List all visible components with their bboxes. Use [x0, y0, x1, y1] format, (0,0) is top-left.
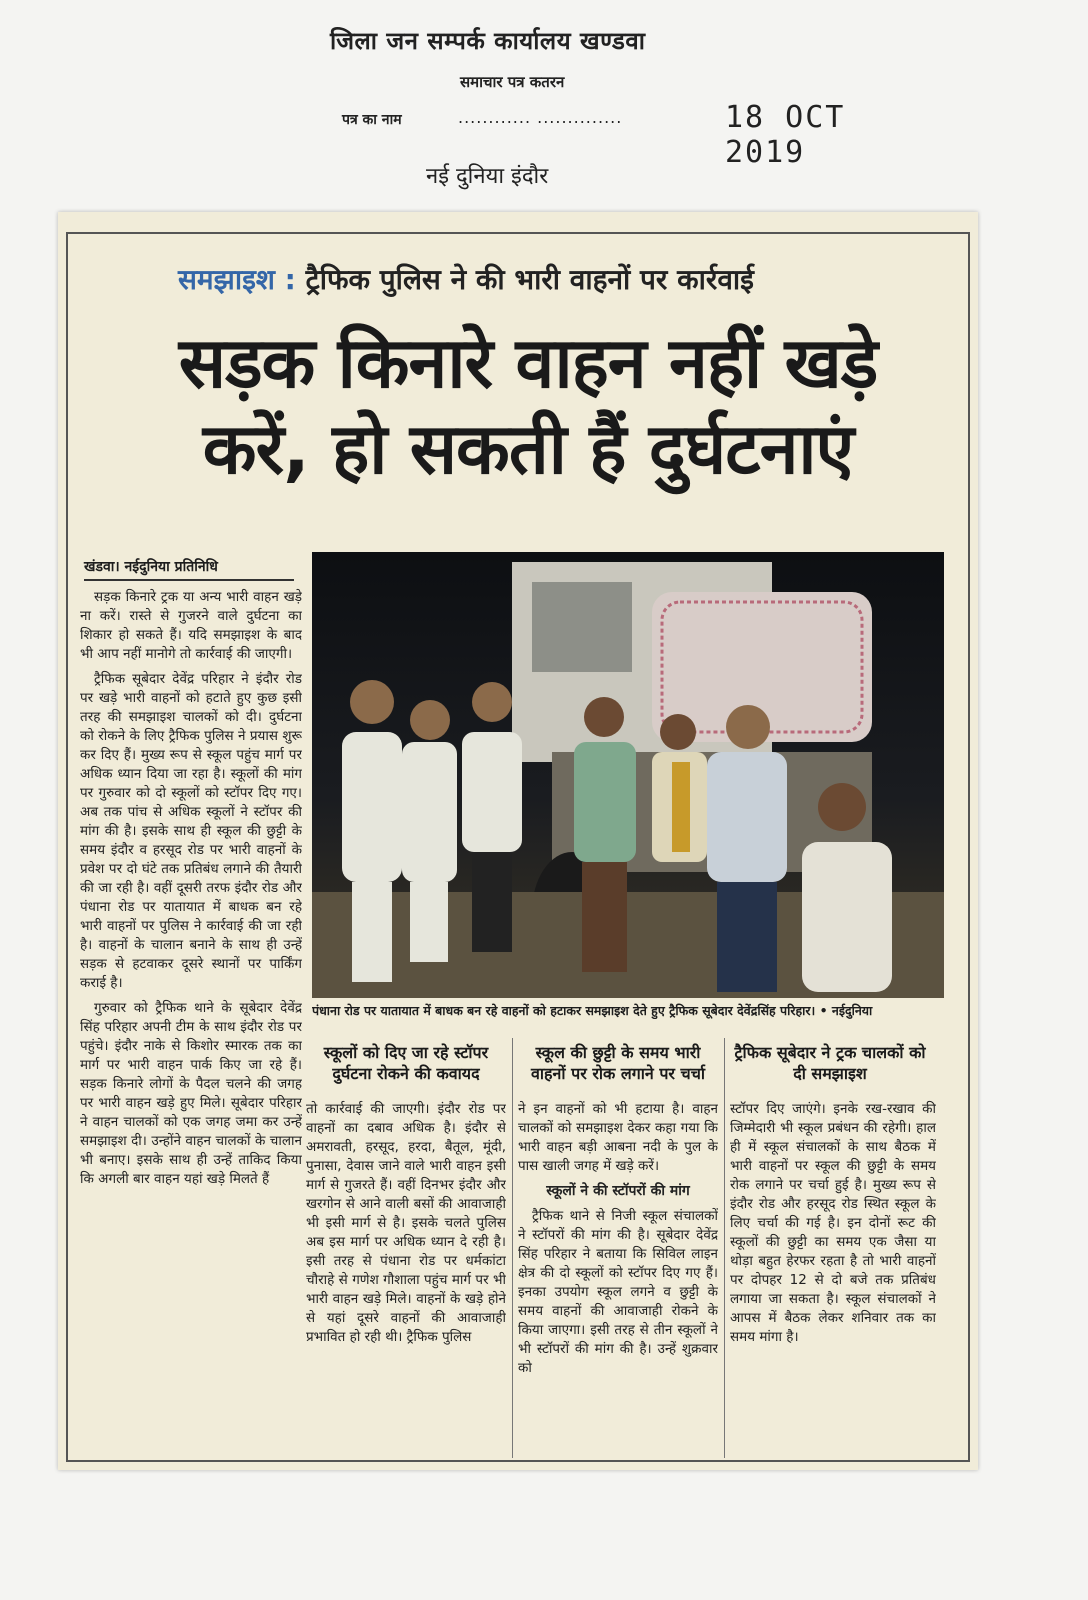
paragraph: ट्रैफिक सूबेदार देवेंद्र परिहार ने इंदौर रोड पर खड़े भारी वाहनों को हटाते हुए कुछ इसी तरह की समझाइश चालकों को दी। दुर्घटना को रोकने के लिए ट्रैफिक पुलिस ने प्रयास शुरू कर दिए हैं। मुख्य रूप से स्कूल पहुंच मार्ग पर अधिक ध्यान दिया जा रहा है। स्कूलों की मांग पर गुरुवार को दो स्कूलों को स्टॉपर दिए गए। अब तक पांच से अधिक स्कूलों ने स्टॉपर की मांग की है। इसके साथ ही स्कूल की छुट्टी के समय इंदौर व हरसूद रोड पर भारी वाहनों के प्रवेश पर दो घंटे तक प्रतिबंध लगाने की तैयारी की जा रही है। वहीं दूसरी तरफ इंदौर रोड और पंधाना रोड पर यातायात में बाधक बन रहे भारी वाहनों पर पुलिस ने कार्रवाई की जा रही है। वाहनों के चालान बनाने के साथ ही उन्हें सड़क से हटवाकर दूसरे स्थानों पर पार्किंग कराई है। [80, 671, 302, 991]
headline [118, 320, 938, 492]
paragraph: स्टॉपर दिए जाएंगे। इनके रख-रखाव की जिम्मेदारी भी स्कूल प्रबंधन की रहेगी। हाल ही में स्कूल संचालकों के साथ बैठक में भारी वाहनों पर स्कूल की छुट्टी के समय रोक लगाने पर चर्चा हुई है। मुख्य रूप से इंदौर रोड और हरसूद रोड स्थित स्कूल के लिए चर्चा की गई है। इन दोनों रूट की स्कूलों की छुट्टी का समय एक जैसा या थोड़ा बहुत हेरफर रहता है तो भारी वाहनों पर दोपहर 12 से दो बजे तक प्रतिबंध लगाया जा सकता है। स्कूल संचालकों ने आपस में बैठक लेकर शनिवार तक का समय मांगा है। [730, 1101, 936, 1345]
paragraph: ट्रैफिक थाने से निजी स्कूल संचालकों ने स्टॉपरों की मांग की है। सूबेदार देवेंद्र सिंह परिहार ने बताया कि सिविल लाइन क्षेत्र की दो स्कूलों को स्टॉपर दिए गए हैं। इनका उपयोग स्कूल लगने व छुट्टी के समय वाहनों की आवाजाही रोकने के किया जाएगा। इसी तरह से तीन स्कूलों ने भी स्टॉपरों की मांग की है। उन्हें शुक्रवार को [518, 1208, 718, 1376]
article-column-1 [80, 588, 302, 1458]
photo-illustration [312, 552, 944, 998]
dateline: खंडवा। नईदुनिया प्रतिनिधि [84, 557, 294, 581]
truck-window [532, 582, 632, 672]
headline-line-2: करें, हो सकती हैं दुर्घटनाएं [202, 408, 854, 490]
subheading-stoppers: स्कूलों को दिए जा रहे स्टॉपर दुर्घटना रोकने की कवायद [323, 1043, 489, 1083]
newspaper-clipping [58, 212, 978, 1470]
column-rule [724, 1038, 725, 1458]
headline-line-1: सड़क किनारे वाहन नहीं खड़े [178, 322, 878, 404]
stamp-paper-dots: ............ .............. [458, 108, 623, 127]
article-column-2 [306, 1100, 506, 1460]
paragraph: गुरुवार को ट्रैफिक थाने के सूबेदार देवेंद्र सिंह परिहार अपनी टीम के साथ इंदौर रोड पर पहुंचे। इंदौर नाके से किशोर स्मारक तक का मार्ग पर भारी वाहन पार्क किए जा रहे हैं। सड़क किनारे लोगों के पैदल चलने की जगह पर भारी वाहन खड़े हुए मिले। सूबेदार परिहार ने वाहन चालकों को एक जगह जमा कर उन्हें समझाइश दी। उन्होंने वाहन चालकों के चालान भी बनाए। इसके साथ ही उन्हें ताकिद किया कि अगली बार वाहन यहां खड़े मिलते हैं [80, 1000, 302, 1187]
handwritten-paper-name: नई दुनिया इंदौर [426, 164, 549, 189]
photo-caption: पंधाना रोड पर यातायात में बाधक बन रहे वाहनों को हटाकर समझाइश देते हुए ट्रैफिक सूबेदार देवेंद्रसिंह परिहार। • नईदुनिया [312, 1003, 873, 1018]
paragraph: ने इन वाहनों को भी हटाया है। वाहन चालकों को समझाइश देकर कहा गया कि भारी वाहन बड़ी आबना नदी के पुल के पास खाली जगह में खड़े करें। [518, 1101, 718, 1174]
stamp-section: समाचार पत्र कतरन [460, 73, 565, 91]
kicker-label: समझाइश : [178, 263, 296, 296]
kicker [178, 260, 754, 298]
people [342, 680, 522, 982]
paragraph: सड़क किनारे ट्रक या अन्य भारी वाहन खड़े ना करें। रास्ते से गुजरने वाले दुर्घटना का शिकार हो सकते हैं। यदि समझाइश के बाद भी आप नहीं मानोगे तो कार्रवाई की जाएगी। [80, 589, 302, 662]
subheading-truck-drivers: ट्रैफिक सूबेदार ने ट्रक चालकों को दी समझाइश [734, 1043, 926, 1083]
inner-subheading: स्कूलों ने की स्टॉपरों की मांग [546, 1183, 690, 1199]
article-column-4 [730, 1100, 936, 1460]
officer-shirt [707, 752, 787, 882]
kicker-text: ट्रैफिक पुलिस ने की भारी वाहनों पर कार्रवाई [305, 263, 754, 296]
column-rule [512, 1038, 513, 1458]
paragraph: तो कार्रवाई की जाएगी। इंदौर रोड पर वाहनों का दबाव अधिक है। इंदौर से अमरावती, हरसूद, हरदा, बैतूल, मूंदी, पुनासा, देवास जाने वाले भारी वाहन इसी मार्ग से गुजरते हैं। वहीं दिनभर इंदौर और खरगोन से आने वाली बसों की आवाजाही भी इसी मार्ग से है। इसके चलते पुलिस अब इस मार्ग पर अधिक ध्यान दे रही है। इसी तरह से पंधाना रोड पर धर्मकांटा चौराहे से गणेश गौशाला पहुंच मार्ग पर भी भारी वाहन खड़े मिले। वाहनों के खड़े होने से यहां दूसरे वाहनों की आवाजाही प्रभावित हो रही थी। ट्रैफिक पुलिस [306, 1101, 506, 1345]
article-column-3 [518, 1100, 718, 1460]
stamp-office-name: जिला जन सम्पर्क कार्यालय खण्डवा [330, 27, 646, 55]
subheading-school-holiday: स्कूल की छुट्टी के समय भारी वाहनों पर रोक लगाने पर चर्चा [531, 1043, 705, 1083]
stamp-date: 18 OCT 2019 [725, 100, 846, 170]
news-photo [312, 552, 944, 998]
driver-shirt [574, 742, 636, 862]
stamp-paper-label: पत्र का नाम [342, 112, 402, 128]
